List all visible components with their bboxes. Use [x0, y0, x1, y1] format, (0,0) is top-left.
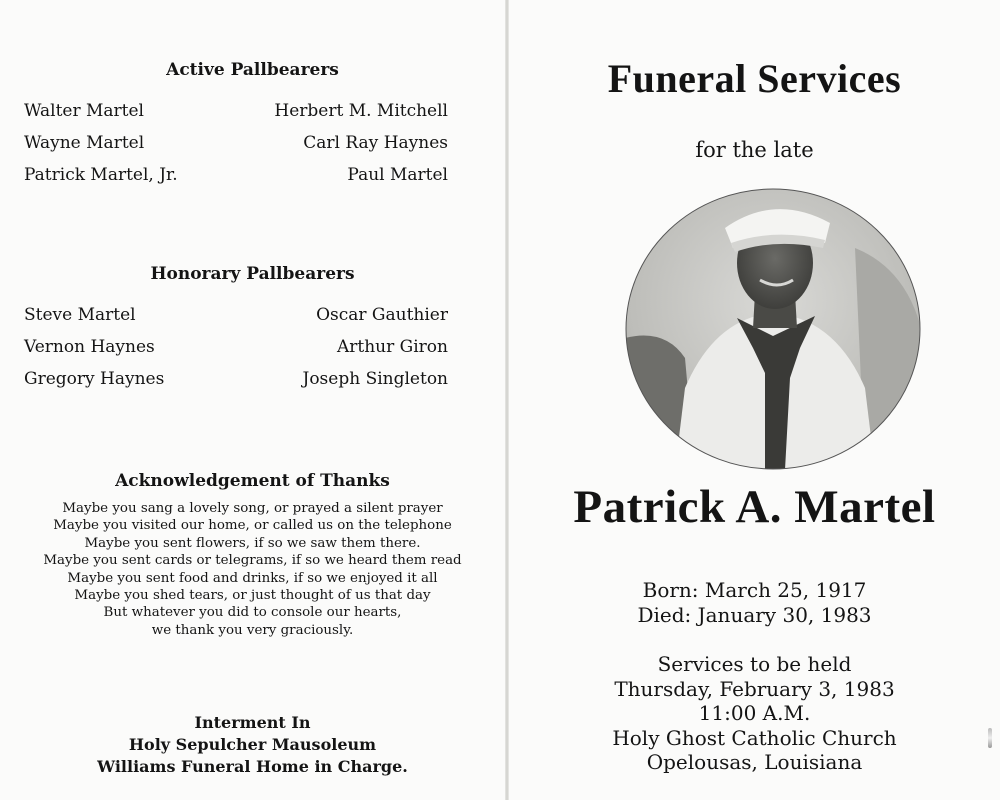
poem-line: Maybe you visited our home, or called us on the telephone: [53, 518, 452, 534]
acknowledgement-heading: Acknowledgement of Thanks: [115, 471, 390, 491]
pallbearer-row: [24, 101, 448, 125]
poem-line: Maybe you sent cards or telegrams, if so we heard them read: [43, 553, 462, 569]
page-title: Funeral Services: [607, 56, 902, 101]
poem-line: Maybe you sent food and drinks, if so we enjoyed it all: [67, 570, 438, 586]
subtitle: for the late: [695, 138, 814, 162]
poem-line: Maybe you shed tears, or just thought of us that day: [74, 588, 431, 604]
pallbearer-row: [24, 305, 448, 329]
right-page: [509, 0, 1000, 800]
pallbearer-name: Patrick Martel, Jr.: [24, 165, 178, 185]
deceased-name: Patrick A. Martel: [573, 481, 936, 533]
pallbearer-name: Herbert M. Mitchell: [274, 101, 448, 121]
poem-line: Maybe you sent flowers, if so we saw them there.: [84, 535, 421, 551]
pallbearer-name: Vernon Haynes: [24, 337, 155, 357]
paper-mark: [988, 728, 992, 748]
thanks-poem: [0, 500, 505, 639]
pallbearer-name: Walter Martel: [24, 101, 144, 121]
poem-line: we thank you very graciously.: [151, 622, 354, 638]
interment-block: [0, 712, 505, 778]
poem-line: But whatever you did to console our hearts,: [103, 605, 402, 621]
born-date: Born: March 25, 1917: [642, 578, 867, 602]
service-line: Holy Ghost Catholic Church: [612, 725, 897, 750]
interment-line: Williams Funeral Home in Charge.: [97, 757, 408, 776]
service-line: Thursday, February 3, 1983: [614, 676, 895, 701]
portrait-photo: [625, 188, 921, 470]
pallbearer-name: Joseph Singleton: [302, 369, 448, 389]
pallbearer-row: [24, 165, 448, 189]
pallbearer-row: [24, 133, 448, 157]
active-pallbearers-heading: Active Pallbearers: [166, 60, 339, 80]
honorary-pallbearers-heading: Honorary Pallbearers: [150, 264, 355, 284]
pallbearer-row: [24, 337, 448, 361]
died-date: Died: January 30, 1983: [637, 603, 872, 627]
pallbearer-name: Steve Martel: [24, 305, 136, 325]
poem-line: Maybe you sang a lovely song, or prayed a silent prayer: [62, 501, 443, 516]
interment-line: Holy Sepulcher Mausoleum: [128, 735, 377, 754]
life-dates: [509, 578, 1000, 628]
pallbearer-name: Oscar Gauthier: [316, 305, 448, 325]
service-details: [509, 652, 1000, 775]
pallbearer-name: Carl Ray Haynes: [303, 133, 448, 153]
pallbearer-name: Gregory Haynes: [24, 369, 165, 389]
service-line: Opelousas, Louisiana: [646, 750, 863, 774]
pallbearer-row: [24, 369, 448, 393]
pallbearer-name: Paul Martel: [347, 165, 448, 185]
service-line: Services to be held: [657, 652, 852, 676]
service-line: 11:00 A.M.: [698, 701, 811, 725]
interment-line: Interment In: [194, 713, 311, 732]
pallbearer-name: Wayne Martel: [24, 133, 145, 153]
pallbearer-name: Arthur Giron: [337, 337, 448, 357]
